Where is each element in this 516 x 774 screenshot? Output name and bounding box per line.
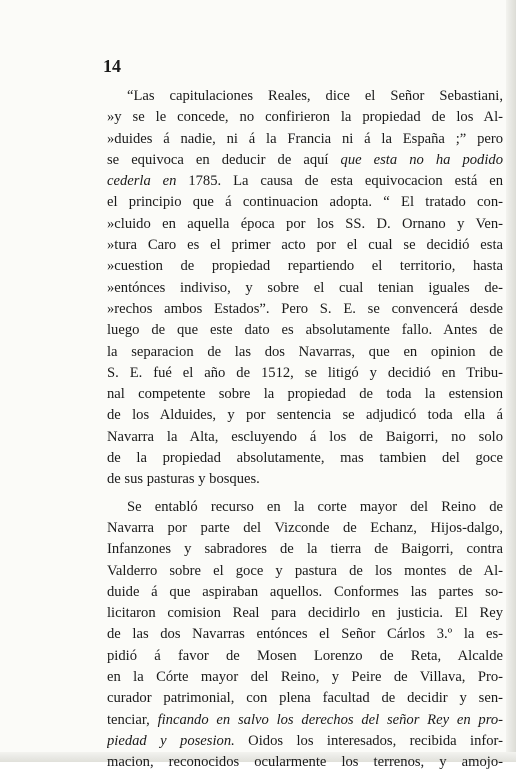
text-segment: de la propiedad absolutamente, mas tambien del goce [107,450,503,467]
text-segment: de sus pasturas y bosques. [107,471,260,488]
text-line [107,192,503,213]
text-line [107,405,503,426]
text-line [107,448,503,469]
italic-text: cederla en [107,173,177,190]
text-segment: »rechos ambos Estados”. Pero S. E. se convencerá desde [107,300,503,317]
text-segment: »cluido en aquella época por los SS. D. Ornano y Ven- [107,215,503,232]
text-segment: en la Córte mayor del Reino, y Peire de Villava, Pro- [107,669,503,686]
text-segment: tenciar, [107,711,158,728]
text-line [107,384,503,405]
text-line [107,235,503,256]
text-segment: el principio que á continuacion adopta. “ El tratado con- [107,194,503,211]
text-segment: de las dos Navarras entónces el Señor Cárlos 3.º la es- [107,626,503,643]
text-segment: macion, reconocidos ocularmente los terrenos, y amojo- [107,754,503,771]
text-line [107,299,503,320]
text-segment: se equivoca en deducir de aquí [107,151,341,168]
text-line [107,256,503,277]
text-segment: »cuestion de propiedad repartiendo el territorio, hasta [107,258,503,275]
text-line [107,667,503,688]
text-line [107,624,503,645]
text-line [107,129,503,150]
text-segment: duide á que aspiraban aquellos. Conformes las partes so- [107,583,503,600]
text-line [107,561,503,582]
page-edge-shadow [506,0,516,762]
text-line [107,539,503,560]
text-segment: licitaron comision Real para decidirlo en justicia. El Rey [107,605,503,622]
text-line [107,497,503,518]
text-line [107,731,503,752]
text-segment: la separacion de las dos Navarras, que en opinion de [107,343,503,360]
text-segment: Se entabló recurso en la corte mayor del Reino de [127,498,503,515]
text-segment: pidió á favor de Mosen Lorenzo de Reta, Alcalde [107,647,503,664]
text-line [107,582,503,603]
text-line [107,646,503,667]
text-line [107,603,503,624]
italic-text: piedad y posesion. [107,732,235,749]
text-line [107,363,503,384]
text-segment: S. E. fué el año de 1512, se litigó y decidió en Tribu- [107,364,503,381]
text-line [107,214,503,235]
text-line [107,171,503,192]
text-segment: »tura Caro es el primer acto por el cual se decidió esta [107,237,503,254]
text-segment: curador patrimonial, con plena facultad de decidir y sen- [107,690,503,707]
text-segment: Oidos los interesados, recibida infor- [234,732,503,749]
text-segment: luego de que este dato es absolutamente fallo. Antes de [107,322,503,339]
italic-text: que esta no ha podido [340,151,503,168]
body-text [107,86,503,774]
text-line [107,688,503,709]
italic-text: fincando en salvo los derechos del señor Rey en pro- [157,711,503,728]
text-line [107,107,503,128]
text-segment: 1785. La causa de esta equivocacion está en [176,173,503,190]
text-segment: »duides á nadie, ni á la Francia ni á la España ;” pero [107,130,503,147]
text-line [107,278,503,299]
text-segment: de los Alduides, y por sentencia se adjudicó toda ella á [107,407,503,424]
text-segment: Valderro sobre el goce y pastura de los montes de Al- [107,562,503,579]
text-segment: nal competente sobre la propiedad de toda la estension [107,386,503,403]
text-segment: »y se le concede, no confirieron la propiedad de los Al- [107,109,503,126]
text-line [107,469,503,490]
text-segment: Navarra la Alta, escluyendo á los de Baigorri, no solo [107,428,503,445]
text-line [107,752,503,773]
text-line [107,150,503,171]
text-line [107,342,503,363]
text-segment: Infanzones y sabradores de la tierra de Baigorri, contra [107,541,503,558]
page-number: 14 [103,56,121,76]
text-segment: Navarra por parte del Vizconde de Echanz, Hijos-dalgo, [107,519,503,536]
text-line [107,518,503,539]
text-line [107,710,503,731]
text-line [107,320,503,341]
text-line [107,86,503,107]
text-segment: »entónces indiviso, y sobre el cual tenian iguales de- [107,279,503,296]
text-line [107,427,503,448]
text-segment: “Las capitulaciones Reales, dice el Señor Sebastiani, [127,88,503,104]
